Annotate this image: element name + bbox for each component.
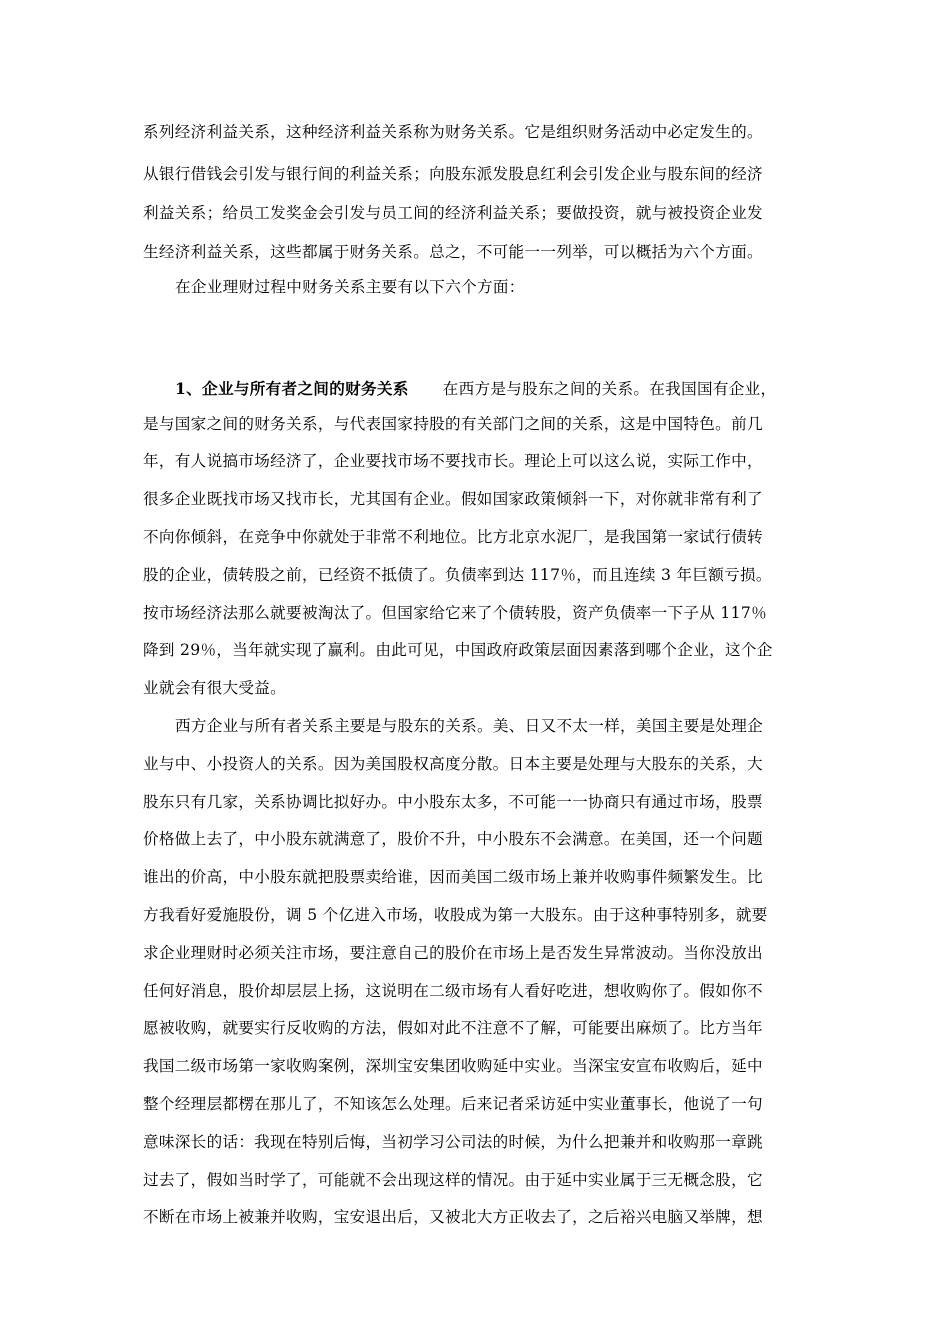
text-line: 利益关系；给员工发奖金会引发与员工间的经济利益关系；要做投资，就与被投资企业发 <box>143 204 763 222</box>
text-line: 股的企业，债转股之前，已经资不抵债了。负债率到达 117％，而且连续 3 年巨额亏损。 <box>143 566 772 584</box>
text-line: 系列经济利益关系，这种经济利益关系称为财务关系。它是组织财务活动中必定发生的。 <box>143 123 763 141</box>
text-line: 在企业理财过程中财务关系主要有以下六个方面： <box>175 278 525 296</box>
text-line: 意味深长的话：我现在特别后悔，当初学习公司法的时候，为什么把兼并和收购那一章跳 <box>143 1133 763 1151</box>
text-line: 不断在市场上被兼并收购，宝安退出后，又被北大方正收去了，之后裕兴电脑又举牌，想 <box>143 1208 763 1226</box>
text-line: 降到 29％，当年就实现了赢利。由此可见，中国政府政策层面因素落到哪个企业，这个企 <box>143 641 773 659</box>
text-line: 很多企业既找市场又找市长，尤其国有企业。假如国家政策倾斜一下，对你就非常有利了 <box>143 490 763 508</box>
text-line: 在西方是与股东之间的关系。在我国国有企业， <box>442 380 777 398</box>
text-line: 我国二级市场第一家收购案例，深圳宝安集团收购延中实业。当深宝安宣布收购后，延中 <box>143 1057 763 1075</box>
text-line: 按市场经济法那么就要被淘汰了。但国家给它来了个债转股，资产负债率一下子从 117％ <box>143 604 767 622</box>
text-line: 整个经理层都楞在那儿了，不知该怎么处理。后来记者采访延中实业董事长，他说了一句 <box>143 1095 763 1113</box>
text-line: 方我看好爱施股份，调 5 个亿进入市场，收股成为第一大股东。由于这种事特别多，就要 <box>143 906 768 924</box>
text-line: 愿被收购，就要实行反收购的方法，假如对此不注意不了解，可能要出麻烦了。比方当年 <box>143 1019 763 1037</box>
text-line: 西方企业与所有者关系主要是与股东的关系。美、日又不太一样，美国主要是处理企 <box>175 717 764 735</box>
text-line: 谁出的价高，中小股东就把股票卖给谁，因而美国二级市场上兼并收购事件频繁发生。比 <box>143 868 763 886</box>
text-line: 价格做上去了，中小股东就满意了，股价不升，中小股东不会满意。在美国，还一个问题 <box>143 830 763 848</box>
text-line: 业与中、小投资人的关系。因为美国股权高度分散。日本主要是处理与大股东的关系，大 <box>143 755 763 773</box>
text-line: 不向你倾斜，在竞争中你就处于非常不利地位。比方北京水泥厂，是我国第一家试行债转 <box>143 528 763 546</box>
text-line: 股东只有几家，关系协调比拟好办。中小股东太多，不可能一一协商只有通过市场，股票 <box>143 793 763 811</box>
text-line: 任何好消息，股价却层层上扬，这说明在二级市场有人看好吃进，想收购你了。假如你不 <box>143 982 763 1000</box>
section-heading: 1、企业与所有者之间的财务关系 <box>175 379 409 398</box>
text-line: 过去了，假如当时学了，可能就不会出现这样的情况。由于延中实业属于三无概念股，它 <box>143 1171 763 1189</box>
text-line: 生经济利益关系，这些都属于财务关系。总之，不可能一一列举，可以概括为六个方面。 <box>143 243 763 261</box>
text-line: 从银行借钱会引发与银行间的利益关系；向股东派发股息红利会引发企业与股东间的经济 <box>143 165 763 183</box>
text-line: 年，有人说搞市场经济了，企业要找市场不要找市长。理论上可以这么说，实际工作中， <box>143 452 763 470</box>
text-line: 业就会有很大受益。 <box>143 679 287 697</box>
text-line: 求企业理财时必须关注市场，要注意自己的股价在市场上是否发生异常波动。当你没放出 <box>143 944 763 962</box>
text-line: 是与国家之间的财务关系，与代表国家持股的有关部门之间的关系，这是中国特色。前几 <box>143 415 763 433</box>
section-heading-line <box>175 379 845 399</box>
